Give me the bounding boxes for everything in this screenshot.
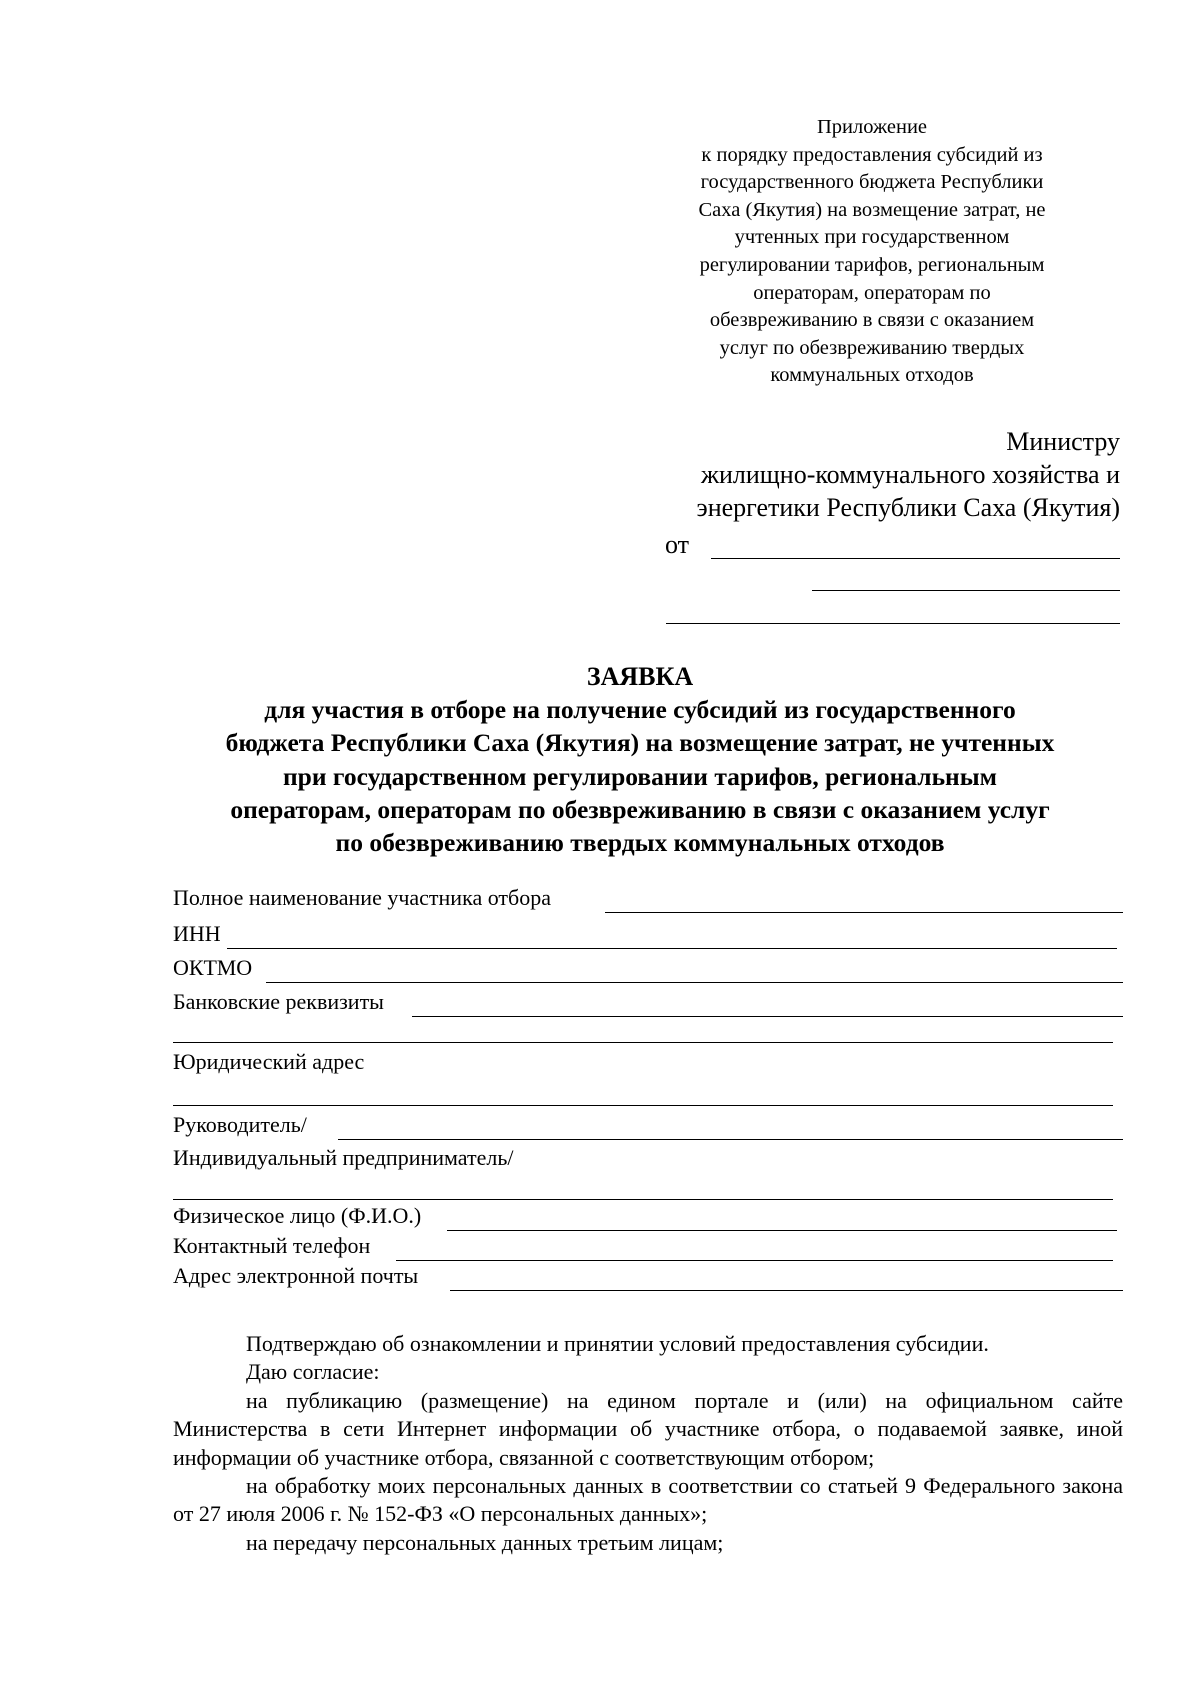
- entrepreneur-blank-line[interactable]: [173, 1199, 1113, 1200]
- oktmo-blank-line[interactable]: [266, 982, 1123, 983]
- appendix-line: коммунальных отходов: [770, 364, 974, 387]
- appendix-line: к порядку предоставления субсидий из: [701, 143, 1043, 166]
- legal-address-line-field: [173, 1078, 1113, 1108]
- legal-address-field: [173, 1049, 1123, 1079]
- appendix-line: обезвреживанию в связи с оказанием: [709, 309, 1035, 332]
- inn-blank-line[interactable]: [227, 948, 1117, 949]
- appendix-line: учтенных при государственном: [734, 226, 1010, 249]
- bank-details-field-2: [173, 1015, 1113, 1045]
- from-field: [665, 530, 1120, 562]
- title-line: при государственном регулировании тарифов, региональным: [282, 761, 998, 791]
- entrepreneur-field: [173, 1145, 1123, 1175]
- full-name-field: [173, 885, 1123, 915]
- addressee-line: жилищно-коммунального хозяйства и: [701, 460, 1120, 489]
- addressee-line: энергетики Республики Саха (Якутия): [696, 493, 1120, 522]
- title-line: по обезвреживанию твердых коммунальных отходов: [335, 828, 945, 858]
- appendix-line: операторам, операторам по: [753, 281, 991, 304]
- entrepreneur-label: Индивидуальный предприниматель/: [173, 1145, 514, 1170]
- consent-item-2: на обработку моих персональных данных в соответствии со статьей 9 Федерального закона от 27 июля 2006 г. № 152-ФЗ «О персональных данных»;: [173, 1473, 1123, 1527]
- head-field: [173, 1112, 1123, 1142]
- appendix-note: [672, 114, 1072, 390]
- email-blank-line[interactable]: [450, 1290, 1123, 1291]
- confirm-paragraph: Подтверждаю об ознакомлении и принятии условий предоставления субсидии.: [246, 1331, 989, 1356]
- phone-label: Контактный телефон: [173, 1233, 371, 1258]
- email-field: [173, 1263, 1123, 1293]
- application-title: [140, 660, 1140, 859]
- full-name-blank-line[interactable]: [605, 912, 1123, 913]
- legal-address-blank-line[interactable]: [173, 1105, 1113, 1106]
- individual-field: [173, 1203, 1117, 1233]
- addressee-line: Министру: [1006, 427, 1120, 456]
- appendix-line: регулировании тарифов, региональным: [699, 253, 1045, 276]
- head-label: Руководитель/: [173, 1112, 307, 1137]
- oktmo-label: ОКТМО: [173, 955, 253, 980]
- consent-text: [173, 1330, 1123, 1557]
- title-line: операторам, операторам по обезвреживанию в связи с оказанием услуг: [230, 794, 1050, 824]
- inn-label: ИНН: [173, 921, 221, 946]
- phone-field: [173, 1233, 1113, 1263]
- oktmo-field: [173, 955, 1123, 985]
- individual-label: Физическое лицо (Ф.И.О.): [173, 1203, 422, 1228]
- bank-details-blank-line-2[interactable]: [173, 1042, 1113, 1043]
- email-label: Адрес электронной почты: [173, 1263, 419, 1288]
- consent-item-3: на передачу персональных данных третьим лицам;: [246, 1529, 724, 1555]
- title-heading: ЗАЯВКА: [586, 662, 694, 691]
- consent-item-1: на публикацию (размещение) на едином портале и (или) на официальном сайте Министерства в сети Интернет информации об участнике отбора, о подаваемой заявке, иной информации об участнике отбора, связанной с соответствующим отбором;: [173, 1387, 1123, 1470]
- consent-paragraph: Даю согласие:: [246, 1359, 380, 1385]
- bank-details-label: Банковские реквизиты: [173, 989, 384, 1014]
- legal-address-label: Юридический адрес: [173, 1049, 365, 1074]
- title-line: бюджета Республики Саха (Якутия) на возмещение затрат, не учтенных: [225, 728, 1055, 758]
- phone-blank-line[interactable]: [396, 1260, 1113, 1261]
- inn-field: [173, 921, 1117, 951]
- appendix-line: Приложение: [816, 116, 928, 138]
- full-name-label: Полное наименование участника отбора: [173, 885, 551, 910]
- individual-blank-line[interactable]: [447, 1230, 1117, 1231]
- head-blank-line[interactable]: [338, 1139, 1123, 1140]
- from-blank-line-3[interactable]: [666, 623, 1120, 624]
- appendix-line: Саха (Якутия) на возмещение затрат, не: [698, 198, 1046, 221]
- title-line: для участия в отборе на получение субсидий из государственного: [264, 695, 1016, 725]
- entrepreneur-line-field: [173, 1172, 1113, 1202]
- appendix-line: услуг по обезвреживанию твердых: [719, 336, 1025, 359]
- from-blank-line-2[interactable]: [812, 590, 1120, 591]
- from-blank-line[interactable]: [711, 558, 1120, 559]
- appendix-line: государственного бюджета Республики: [700, 171, 1044, 194]
- addressee-block: [600, 425, 1120, 524]
- from-label: от: [665, 530, 690, 559]
